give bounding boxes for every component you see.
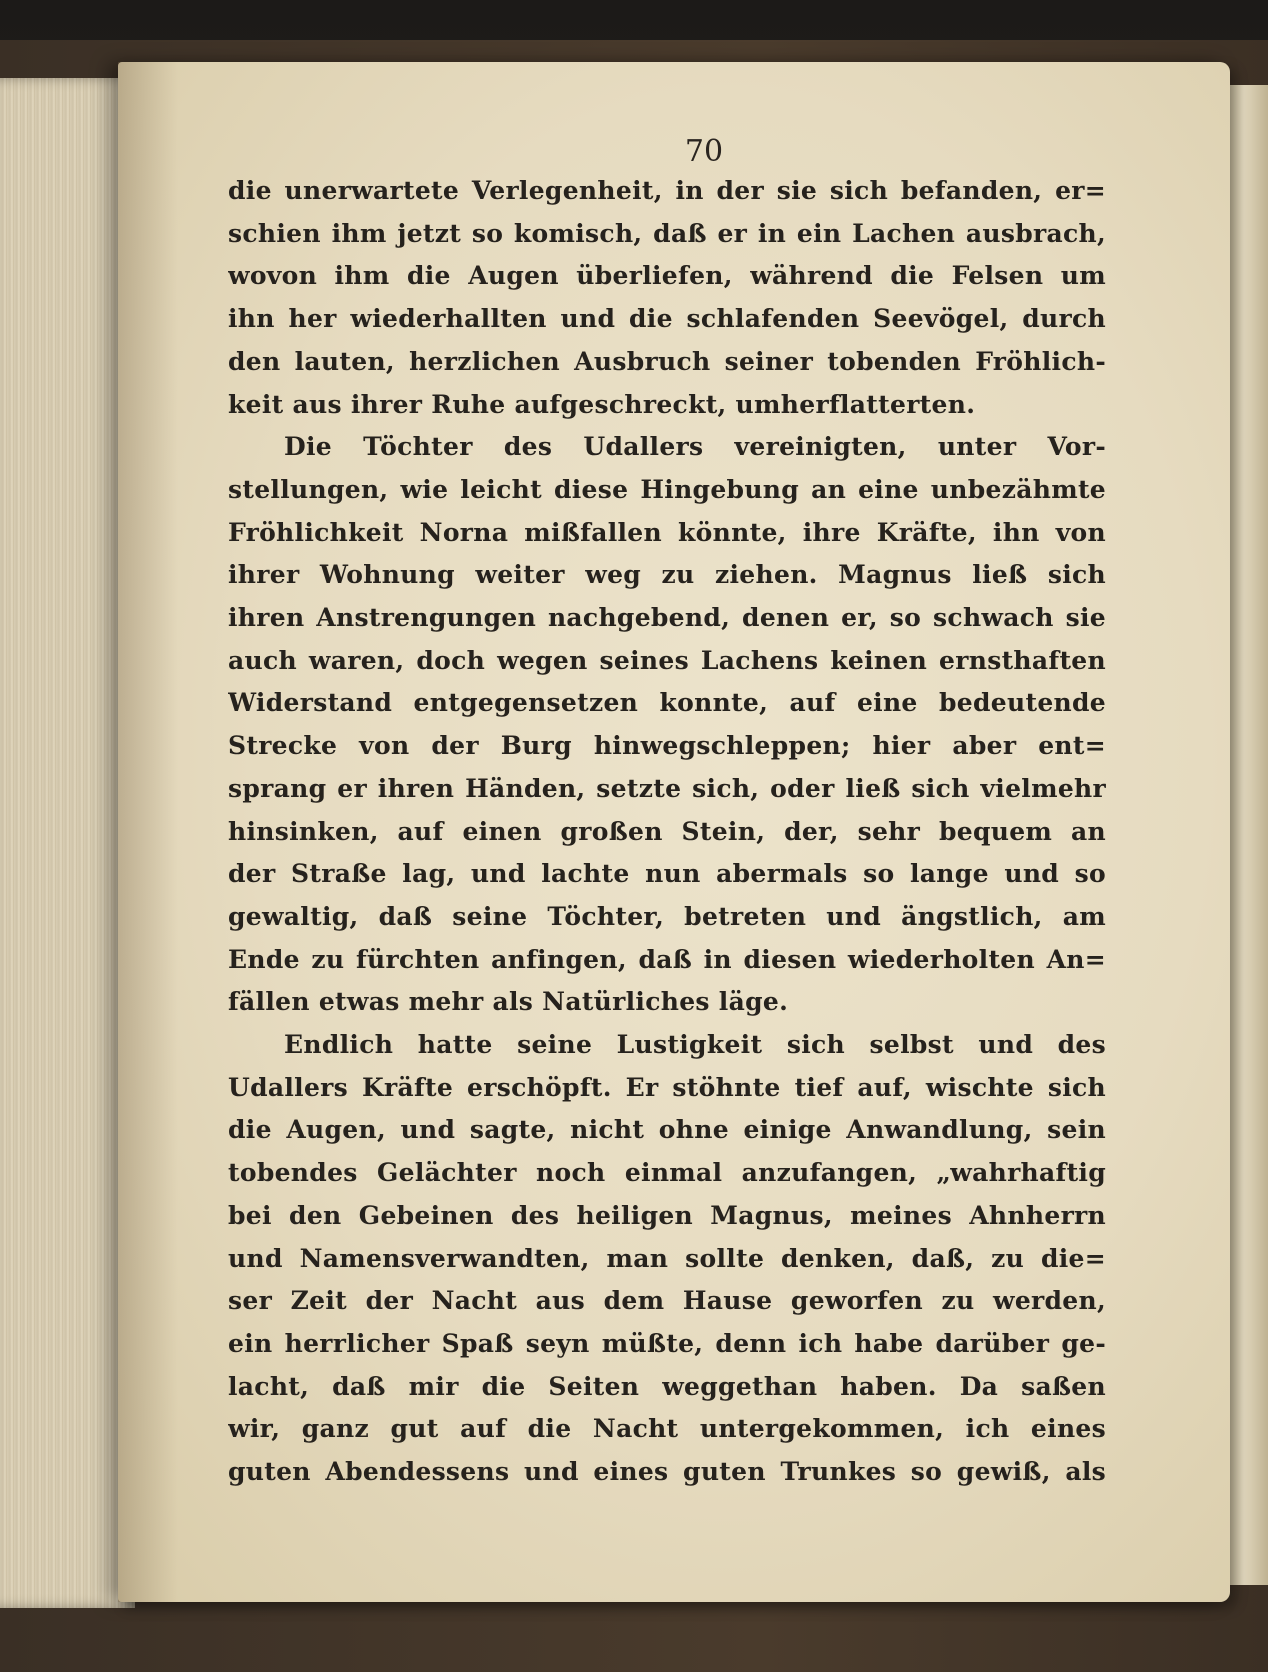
text-line: Ende zu fürchten anfingen, daß in diesen wiederholten An= bbox=[228, 944, 1106, 974]
text-line: die Augen, und sagte, nicht ohne einige Anwandlung, sein bbox=[228, 1115, 1106, 1145]
text-line: fällen etwas mehr als Natürliches läge. bbox=[228, 987, 789, 1017]
text-line: Udallers Kräfte erschöpft. Er stöhnte tief auf, wischte sich bbox=[228, 1072, 1106, 1102]
right-page-edges bbox=[1228, 85, 1268, 1585]
text-line: guten Abendessens und eines guten Trunkes so gewiß, als bbox=[228, 1457, 1106, 1487]
text-line: Strecke von der Burg hinwegschleppen; hier aber ent= bbox=[228, 731, 1106, 761]
text-line: auch waren, doch wegen seines Lachens keinen ernsthaften bbox=[228, 645, 1106, 675]
text-line: lacht, daß mir die Seiten weggethan haben. Da saßen bbox=[228, 1371, 1106, 1401]
text-line: Fröhlichkeit Norna mißfallen könnte, ihre Kräfte, ihn von bbox=[228, 517, 1106, 547]
text-line: tobendes Gelächter noch einmal anzufangen, „wahrhaftig bbox=[228, 1158, 1106, 1188]
text-line: schien ihm jetzt so komisch, daß er in ein Lachen ausbrach, bbox=[228, 218, 1106, 248]
text-line: Endlich hatte seine Lustigkeit sich selbst und des bbox=[284, 1030, 1106, 1060]
text-line: wovon ihm die Augen überliefen, während die Felsen um bbox=[228, 261, 1106, 291]
text-line: ein herrlicher Spaß seyn müßte, denn ich habe darüber ge- bbox=[228, 1328, 1106, 1358]
text-line: Widerstand entgegensetzen konnte, auf eine bedeutende bbox=[228, 688, 1106, 718]
left-page-edges bbox=[0, 78, 135, 1608]
text-line: den lauten, herzlichen Ausbruch seiner tobenden Fröhlich- bbox=[228, 346, 1106, 376]
text-line: ihren Anstrengungen nachgebend, denen er, so schwach sie bbox=[228, 603, 1106, 633]
text-line: sprang er ihren Händen, setzte sich, oder ließ sich vielmehr bbox=[228, 773, 1106, 803]
text-line: ihn her wiederhallten und die schlafenden Seevögel, durch bbox=[228, 304, 1106, 334]
text-line: der Straße lag, und lachte nun abermals so lange und so bbox=[228, 859, 1106, 889]
text-line: hinsinken, auf einen großen Stein, der, sehr bequem an bbox=[228, 816, 1106, 846]
text-line: bei den Gebeinen des heiligen Magnus, meines Ahnherrn bbox=[228, 1200, 1106, 1230]
text-line: ihrer Wohnung weiter weg zu ziehen. Magnus ließ sich bbox=[228, 560, 1106, 590]
text-line: ser Zeit der Nacht aus dem Hause geworfen zu werden, bbox=[228, 1286, 1106, 1316]
text-line: die unerwartete Verlegenheit, in der sie sich befanden, er= bbox=[228, 176, 1106, 205]
text-line: stellungen, wie leicht diese Hingebung an eine unbezähmte bbox=[228, 474, 1106, 504]
text-line: keit aus ihrer Ruhe aufgeschreckt, umherflatterten. bbox=[228, 389, 976, 419]
page-number: 70 bbox=[684, 134, 724, 169]
page-text bbox=[228, 170, 1106, 1494]
book-page bbox=[118, 62, 1230, 1602]
text-line: wir, ganz gut auf die Nacht untergekommen, ich eines bbox=[228, 1414, 1106, 1444]
text-line: gewaltig, daß seine Töchter, betreten und ängstlich, am bbox=[228, 901, 1106, 931]
text-line: und Namensverwandten, man sollte denken, daß, zu die= bbox=[228, 1243, 1106, 1273]
text-line: Die Töchter des Udallers vereinigten, unter Vor- bbox=[284, 432, 1106, 462]
